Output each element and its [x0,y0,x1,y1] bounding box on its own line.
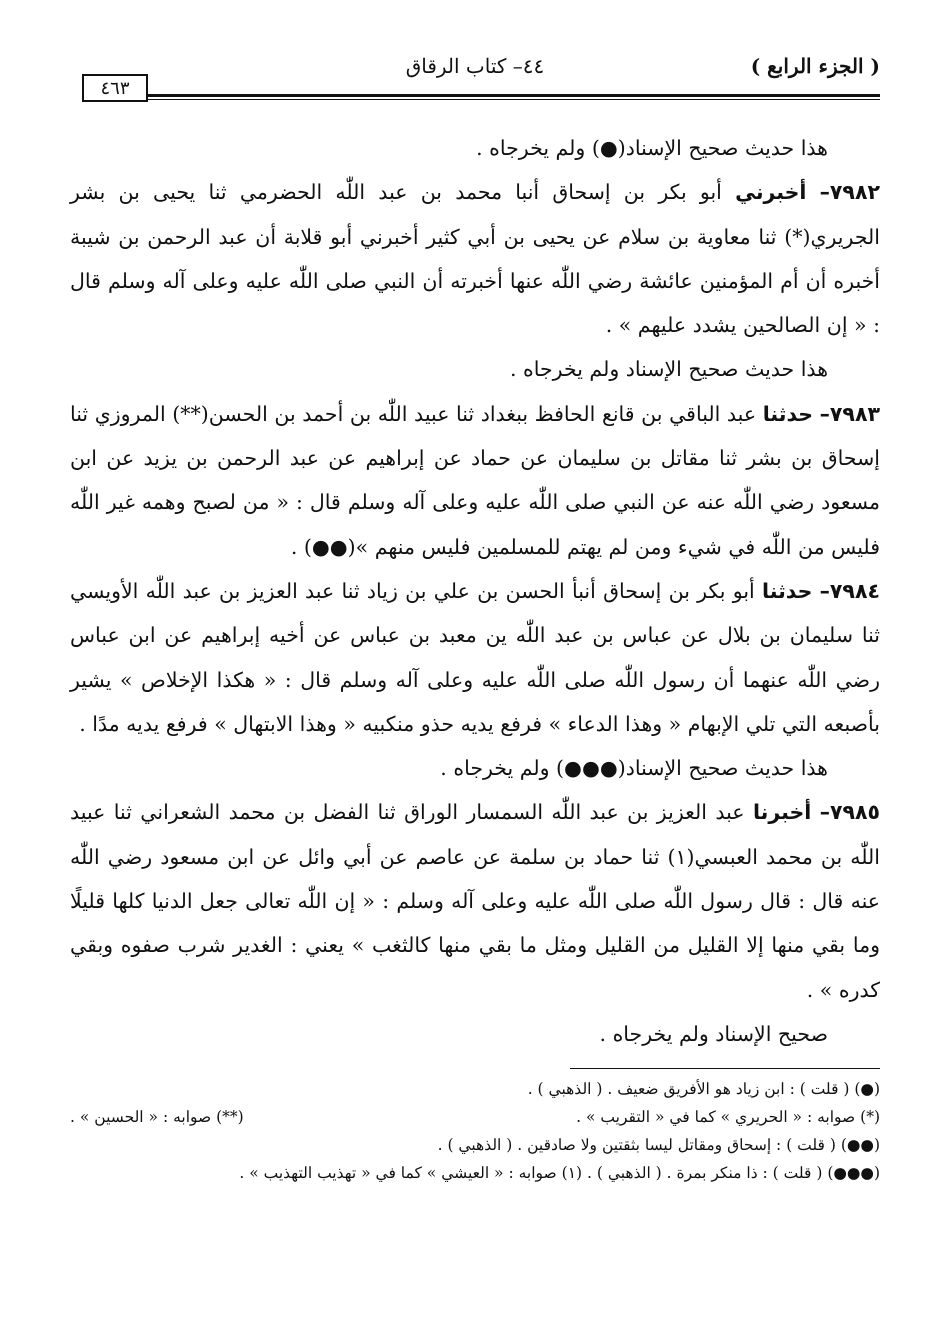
hadith-lead: حدثنا [762,401,814,426]
hadith-lead: حدثنا [762,578,813,603]
hadith-7985 [70,790,880,1011]
footnote: (●●) ( قلت ) : إسحاق ومقاتل ليسا بثقتين ولا صادقين . ( الذهبي ) . [437,1136,880,1155]
header-rule [148,94,880,97]
footnote: (*) صوابه : « الحريري » كما في « التقريب » . [576,1108,880,1127]
hadith-number: ٧٩٨٢– [819,180,880,205]
book-title: ٤٤– كتاب الرقاق [405,54,545,78]
hadith-text: أبو بكر بن إسحاق أنبا محمد بن عبد اللّٰه الحضرمي ثنا يحيى بن بشر الجريري(*) ثنا معاوية بن سلام عن يحيى بن أبي كثير أخبرني أبو قلابة أن عبد الرحمن بن شيبة أخبره أن أم المؤمنين عائشة رضي اللّٰه عنها أخبرته أن النبي صلى اللّٰه عليه وعلى آله وسلم قال : « إن الصالحين يشدد عليهم » . [70,180,880,338]
hadith-number: ٧٩٨٣– [819,401,880,426]
hadith-text: أبو بكر بن إسحاق أنبأ الحسن بن علي بن زياد ثنا عبد العزيز بن عبد اللّٰه الأويسي ثنا سليمان بن بلال عن عباس بن عبد اللّٰه ين معبد بن عباس عن أخيه إبراهيم عن ابن عباس رضي اللّٰه عنهما أن رسول اللّٰه صلى اللّٰه عليه وعلى آله وسلم قال : « هكذا الإخلاص » يشير بأصبعه التي تلي الإبهام « وهذا الدعاء » فرفع يديه حذو منكبيه « وهذا الابتهال » فرفع يديه مدًا . [70,578,880,736]
grading-note: صحيح الإسناد ولم يخرجاه . [599,1021,828,1046]
volume-title: ( الجزء الرابع ) [750,54,880,78]
footnote: (**) صوابه : « الحسين » . [70,1108,244,1127]
grading-note: هذا حديث صحيح الإسناد ولم يخرجاه . [509,357,828,382]
grading-note: هذا حديث صحيح الإسناد(●●●) ولم يخرجاه . [440,756,828,781]
hadith-7983 [70,392,880,569]
grading-note: هذا حديث صحيح الإسناد(●) ولم يخرجاه . [476,136,828,160]
footnote: (●●●) ( قلت ) : ذا منكر بمرة . ( الذهبي ) . (١) صوابه : « العيشي » كما في « تهذيب التهذيب » . [239,1164,880,1183]
page-number: ٤٦٣ [82,74,148,102]
hadith-number: ٧٩٨٤– [819,578,880,603]
hadith-text: عبد العزيز بن عبد اللّٰه السمسار الوراق ثنا الفضل بن محمد الشعراني ثنا عبيد اللّٰه بن محمد العبسي(١) ثنا حماد بن سلمة عن عاصم عن أبي وائل عن ابن مسعود رضي اللّٰه عنه قال : قال رسول اللّٰه صلى اللّٰه عليه وعلى آله وسلم : « إن اللّٰه تعالى جعل الدنيا كلها قليلًا وما بقي منها إلا القليل من القليل ومثل ما بقي منها كالثغب » يعني : الغدير شرب صفوه وبقي كدره » . [70,800,880,1002]
hadith-lead: أخبرنا [752,800,812,825]
hadith-lead: أخبرني [735,180,807,205]
hadith-7984 [70,569,880,746]
footnote: (●) ( قلت ) : ابن زياد هو الأفريق ضعيف . ( الذهبي ) . [527,1080,880,1099]
main-text [70,126,880,1056]
hadith-7982 [70,170,880,347]
hadith-text: عبد الباقي بن قانع الحافظ ببغداد ثنا عبيد اللّٰه بن أحمد بن الحسن(**) المروزي ثنا إسحاق بن بشر ثنا مقاتل بن سليمان عن حماد عن إبراهيم عن عبد الرحمن بن يزيد عن ابن مسعود رضي اللّٰه عنه عن النبي صلى اللّٰه عليه وعلى آله وسلم قال : « من لصبح وهمه غير اللّٰه فليس من اللّٰه في شيء ومن لم يهتم للمسلمين فليس منهم »(●●) . [70,401,880,559]
footnote-separator [570,1068,880,1069]
header-rule-thin [148,99,880,100]
footnote-row [70,1103,880,1131]
hadith-number: ٧٩٨٥– [819,800,880,825]
book-page [70,40,880,1310]
footnotes [70,1075,880,1187]
page-header [70,40,880,104]
